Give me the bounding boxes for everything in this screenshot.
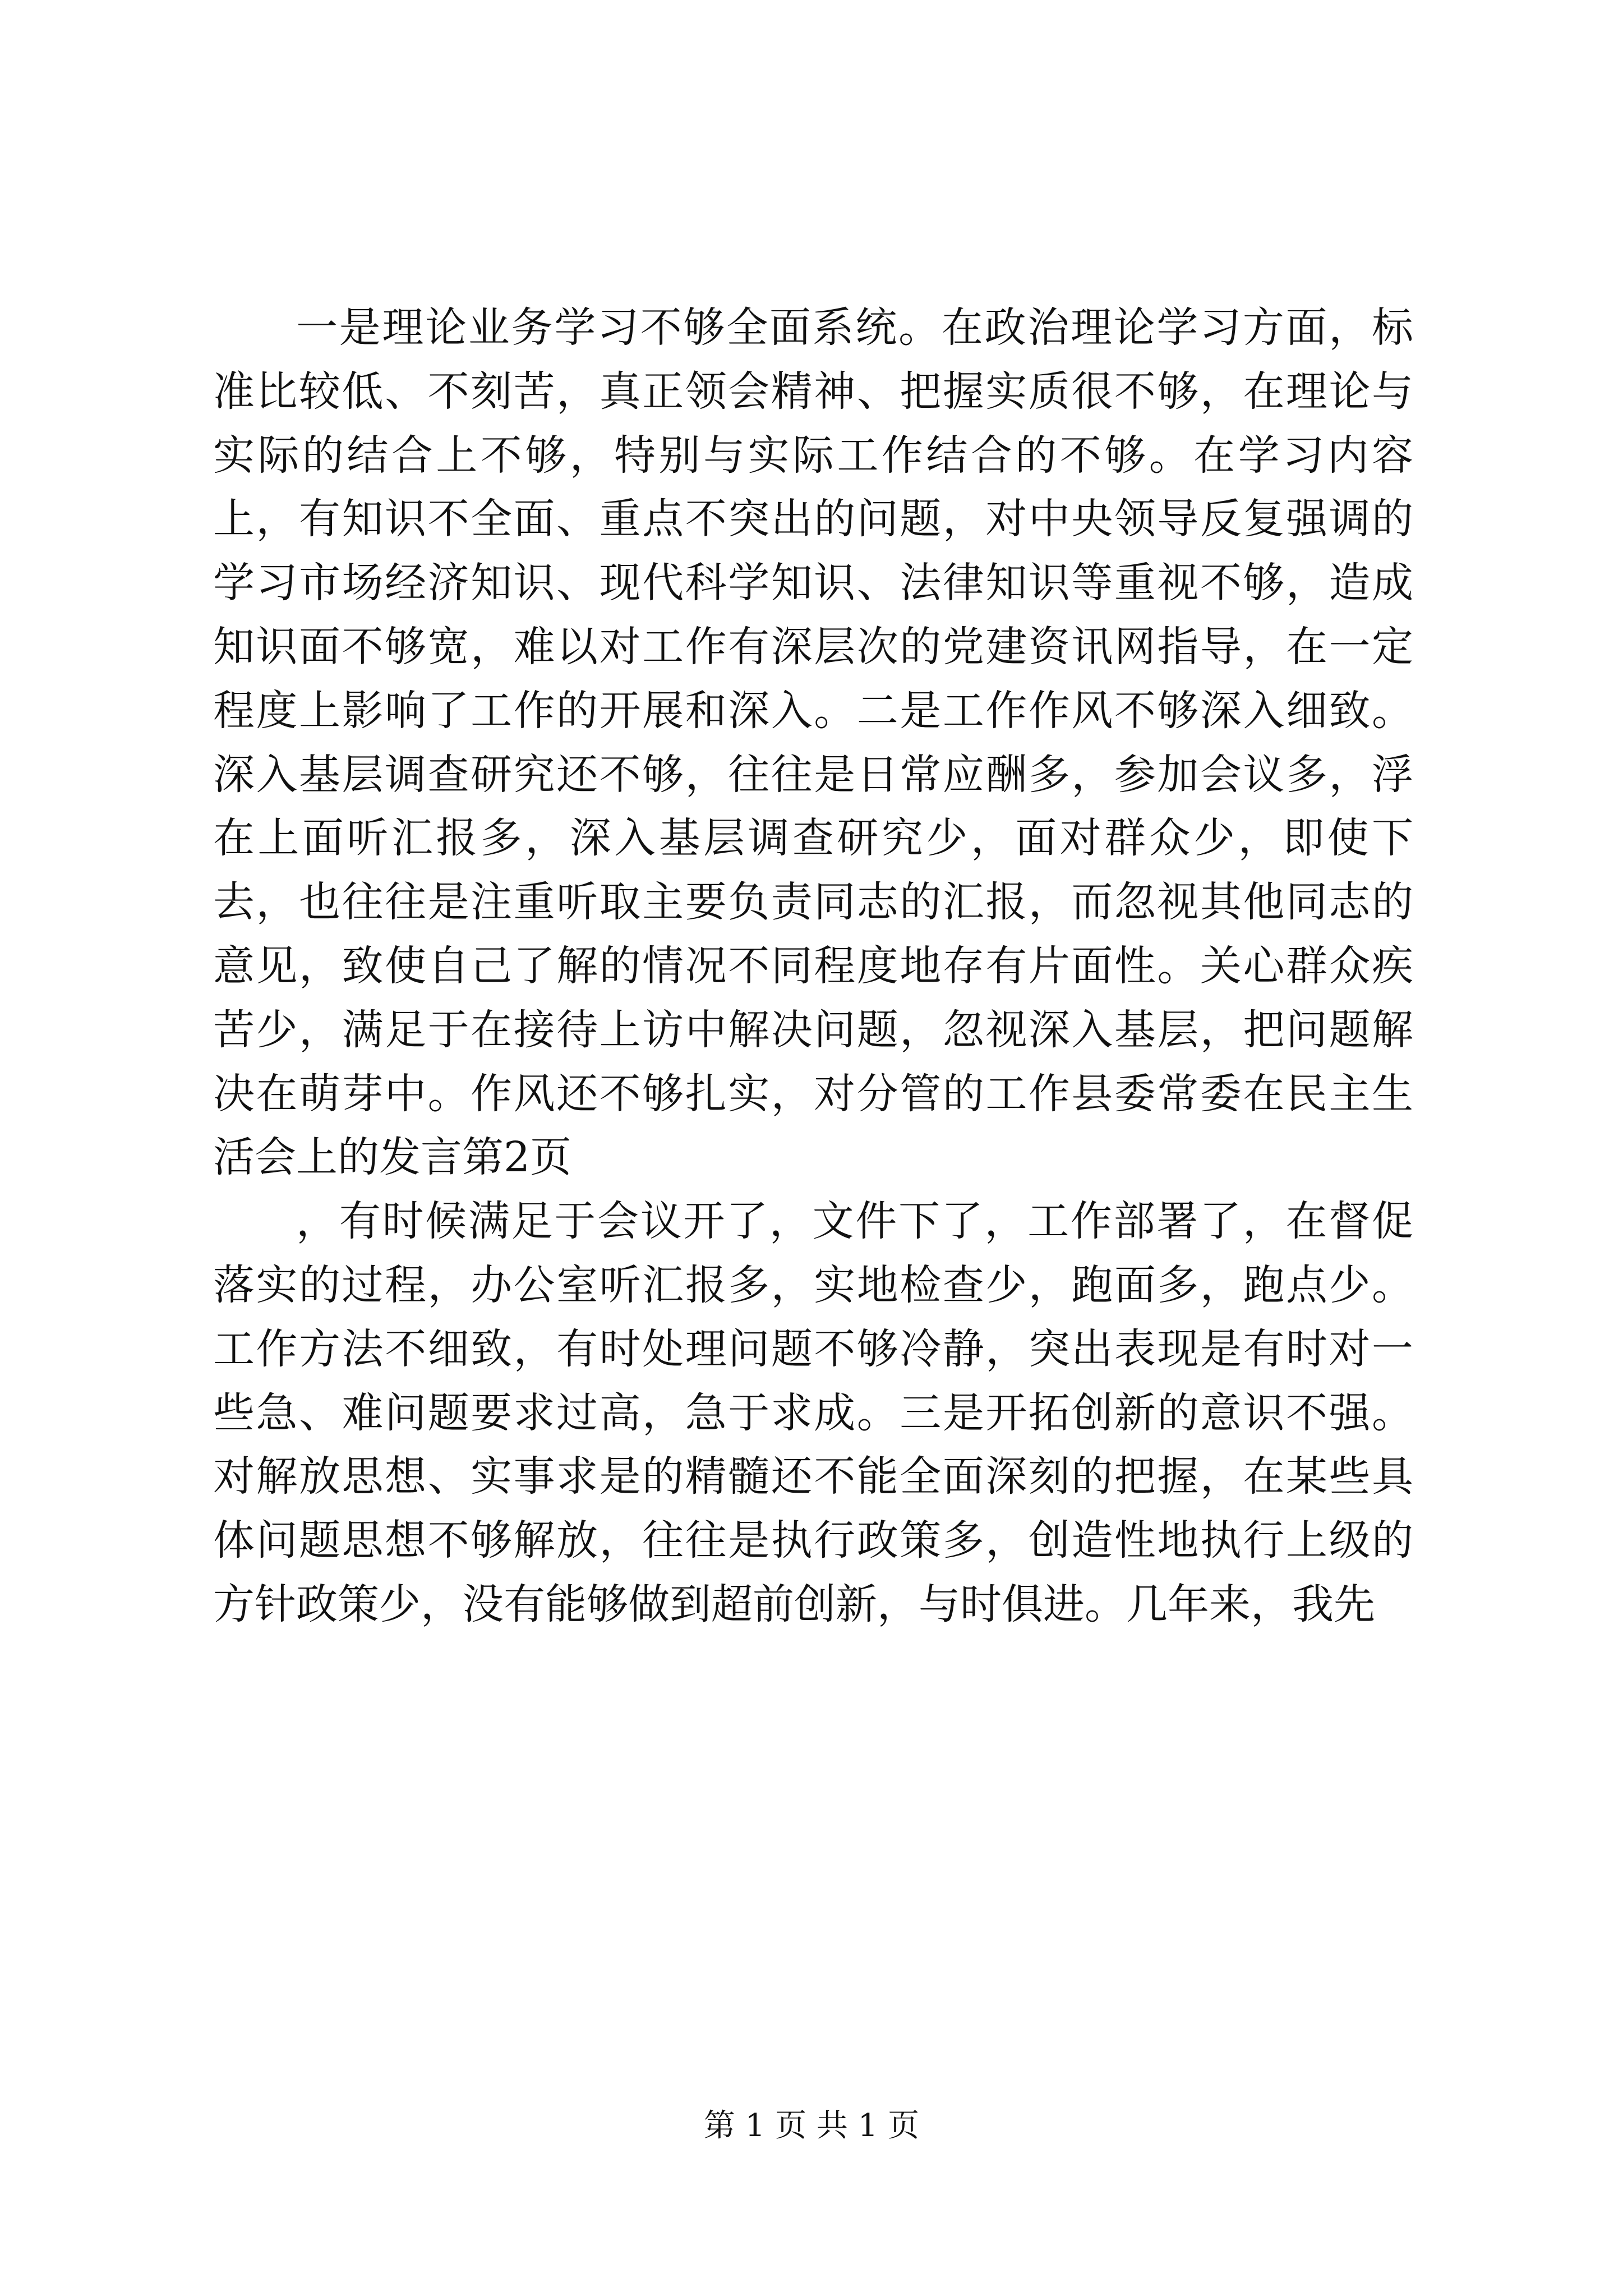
page-footer: 第 1 页 共 1 页 [703,2108,920,2144]
document-body [213,296,1413,1637]
body-paragraph-1: 一是理论业务学习不够全面系统。在政治理论学习方面，标准比较低、不刻苦，真正领会精神、把握实质很不够，在理论与实际的结合上不够，特别与实际工作结合的不够。在学习内容上，有知识不全面、重点不突出的问题，对中央领导反复强调的学习市场经济知识、现代科学知识、法律知识等重视不够，造成知识面不够宽，难以对工作有深层次的党建资讯网指导，在一定程度上影响了工作的开展和深入。二是工作作风不够深入细致。深入基层调查研究还不够，往往是日常应酬多，参加会议多，浮在上面听汇报多，深入基层调查研究少，面对群众少，即使下去，也往往是注重听取主要负责同志的汇报，而忽视其他同志的意见，致使自己了解的情况不同程度地存有片面性。关心群众疾苦少，满足于在接待上访中解决问题，忽视深入基层，把问题解决在萌芽中。作风还不够扎实，对分管的工作县委常委在民主生活会上的发言第2页 [213,303,1413,1182]
body-paragraph-2: ，有时候满足于会议开了，文件下了，工作部署了，在督促落实的过程，办公室听汇报多，实地检查少，跑面多，跑点少。工作方法不细致，有时处理问题不够冷静，突出表现是有时对一些急、难问题要求过高，急于求成。三是开拓创新的意识不强。对解放思想、实事求是的精髓还不能全面深刻的把握，在某些具体问题思想不够解放，往往是执行政策多，创造性地执行上级的方针政策少，没有能够做到超前创新，与时俱进。几年来，我先 [213,1197,1413,1628]
